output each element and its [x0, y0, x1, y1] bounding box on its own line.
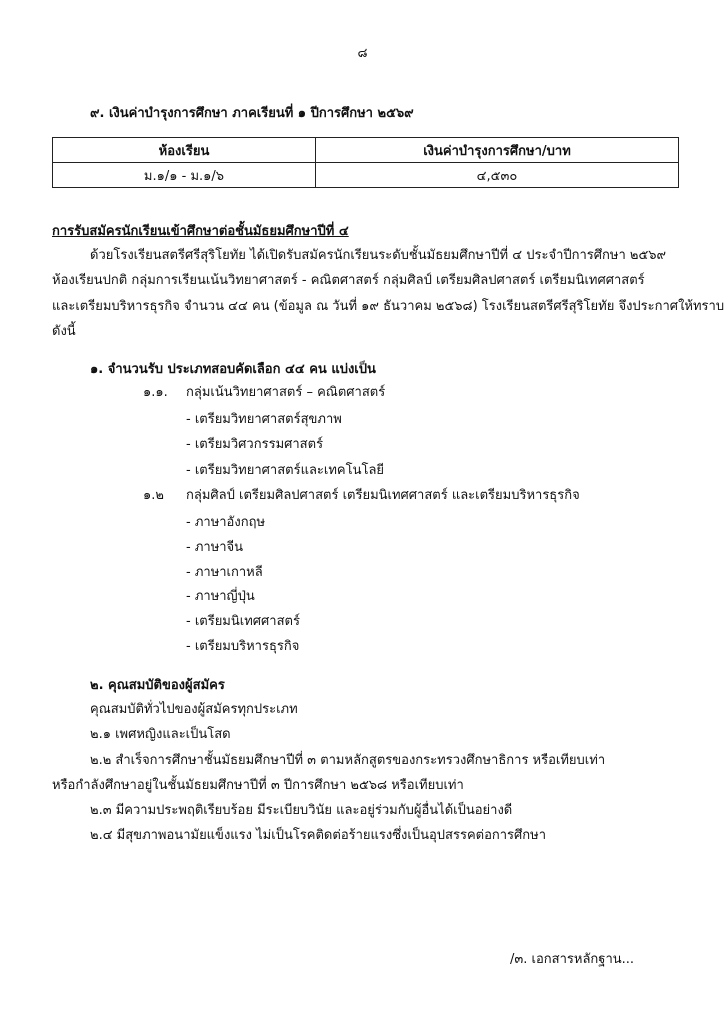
list-item: - ภาษาเกาหลี [186, 565, 263, 580]
cell-fee: ๔,๕๓๐ [316, 163, 679, 188]
group2-number: ๑.๒ [143, 488, 164, 503]
qualification-2-4: ๒.๔ มีสุขภาพอนามัยแข็งแรง ไม่เป็นโรคติดต่อร้ายแรงซึ่งเป็นอุปสรรคต่อการศึกษา [90, 828, 547, 843]
group2-label: กลุ่มศิลป์ เตรียมศิลปศาสตร์ เตรียมนิเทศศาสตร์ และเตรียมบริหารธุรกิจ [186, 488, 580, 503]
continuation-note: /๓. เอกสารหลักฐาน... [510, 952, 635, 967]
qualification-2-2-line-1: ๒.๒ สำเร็จการศึกษาชั้นมัธยมศึกษาปีที่ ๓ ตามหลักสูตรของกระทรวงศึกษาธิการ หรือเทียบเท่า [90, 753, 606, 768]
admission-line-1: ด้วยโรงเรียนสตรีศรีสุริโยทัย ได้เปิดรับสมัครนักเรียนระดับชั้นมัธยมศึกษาปีที่ ๔ ประจำปีการศึกษา ๒๕๖๙ [90, 248, 667, 263]
qualification-2-1: ๒.๑ เพศหญิงและเป็นโสด [90, 727, 231, 742]
list-item: - เตรียมวิศวกรรมศาสตร์ [186, 437, 324, 452]
qualification-intro: คุณสมบัติทั่วไปของผู้สมัครทุกประเภท [90, 702, 298, 717]
page-number: ๘ [357, 46, 368, 61]
table-row [53, 163, 679, 188]
fee-table [52, 137, 679, 188]
column-header-classroom: ห้องเรียน [53, 138, 316, 163]
group1-label: กลุ่มเน้นวิทยาศาสตร์ – คณิตศาสตร์ [186, 385, 386, 400]
table-header-row [53, 138, 679, 163]
list-item: - ภาษาจีน [186, 540, 244, 555]
group1-number: ๑.๑. [143, 385, 168, 400]
admission-heading: การรับสมัครนักเรียนเข้าศึกษาต่อชั้นมัธยมศึกษาปีที่ ๔ [52, 224, 349, 239]
quota-heading: ๑. จำนวนรับ ประเภทสอบคัดเลือก ๔๔ คน แบ่งเป็น [90, 362, 376, 377]
list-item: - เตรียมบริหารธุรกิจ [186, 639, 300, 654]
list-item: - เตรียมวิทยาศาสตร์สุขภาพ [186, 412, 342, 427]
qualification-2-2-line-2: หรือกำลังศึกษาอยู่ในชั้นมัธยมศึกษาปีที่ ๓ ปีการศึกษา ๒๕๖๘ หรือเทียบเท่า [52, 778, 464, 793]
qualification-heading: ๒. คุณสมบัติของผู้สมัคร [90, 678, 225, 693]
list-item: - เตรียมนิเทศศาสตร์ [186, 614, 300, 629]
qualification-2-3: ๒.๓ มีความประพฤติเรียบร้อย มีระเบียบวินัย และอยู่ร่วมกับผู้อื่นได้เป็นอย่างดี [90, 803, 513, 818]
cell-classroom: ม.๑/๑ - ม.๑/๖ [53, 163, 316, 188]
admission-line-4: ดังนี้ [52, 324, 76, 339]
fee-section-title: ๙. เงินค่าบำรุงการศึกษา ภาคเรียนที่ ๑ ปีการศึกษา ๒๕๖๙ [90, 106, 414, 121]
admission-line-3: และเตรียมบริหารธุรกิจ จำนวน ๔๔ คน (ข้อมูล ณ วันที่ ๑๙ ธันวาคม ๒๕๖๘) โรงเรียนสตรีศรีสุริโยทัย จึงประกาศให้ทราบ [52, 299, 725, 314]
list-item: - ภาษาอังกฤษ [186, 515, 266, 530]
list-item: - เตรียมวิทยาศาสตร์และเทคโนโลยี [186, 463, 385, 478]
admission-line-2: ห้องเรียนปกติ กลุ่มการเรียนเน้นวิทยาศาสตร์ - คณิตศาสตร์ กลุ่มศิลป์ เตรียมศิลปศาสตร์ เตรียมนิเทศศาสตร์ [52, 273, 645, 288]
list-item: - ภาษาญี่ปุ่น [186, 589, 255, 604]
column-header-fee: เงินค่าบำรุงการศึกษา/บาท [316, 138, 679, 163]
